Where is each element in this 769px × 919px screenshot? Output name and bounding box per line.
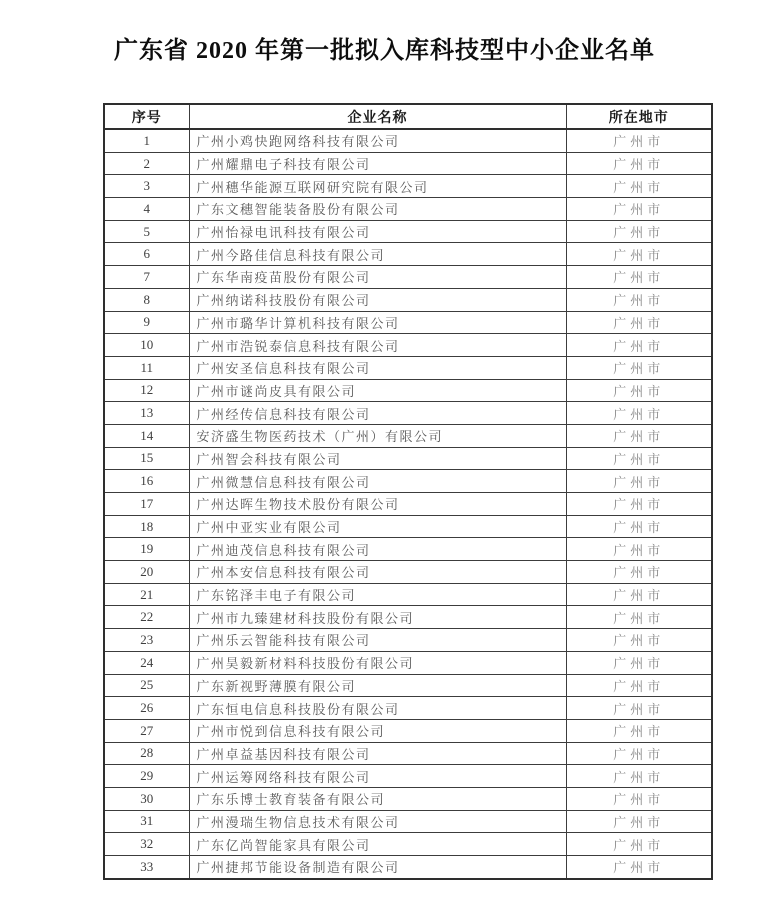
row-number: 3 (104, 175, 189, 198)
table-row (104, 742, 712, 765)
row-number: 16 (104, 470, 189, 493)
table-row (104, 424, 712, 447)
row-number: 32 (104, 833, 189, 856)
row-city: 广州市 (566, 198, 712, 221)
company-table (103, 103, 713, 880)
company-name: 广州迪茂信息科技有限公司 (189, 538, 566, 561)
company-name: 广州昊毅新材料科技股份有限公司 (189, 651, 566, 674)
row-number: 9 (104, 311, 189, 334)
company-name: 广州市浩锐泰信息科技有限公司 (189, 334, 566, 357)
row-number: 17 (104, 493, 189, 516)
company-name: 广州市璐华计算机科技有限公司 (189, 311, 566, 334)
row-number: 22 (104, 606, 189, 629)
company-name: 广州今路佳信息科技有限公司 (189, 243, 566, 266)
table-row (104, 515, 712, 538)
row-number: 29 (104, 765, 189, 788)
company-name: 广东乐博士教育装备有限公司 (189, 787, 566, 810)
row-number: 10 (104, 334, 189, 357)
company-name: 广东恒电信息科技股份有限公司 (189, 697, 566, 720)
company-name: 广州市悦到信息科技有限公司 (189, 719, 566, 742)
row-city: 广州市 (566, 651, 712, 674)
company-name: 广东新视野薄膜有限公司 (189, 674, 566, 697)
row-number: 1 (104, 129, 189, 152)
table-row (104, 402, 712, 425)
row-city: 广州市 (566, 583, 712, 606)
table-row (104, 447, 712, 470)
row-number: 5 (104, 220, 189, 243)
row-number: 23 (104, 629, 189, 652)
row-city: 广州市 (566, 787, 712, 810)
row-number: 20 (104, 561, 189, 584)
table-row (104, 856, 712, 879)
company-name: 广州微慧信息科技有限公司 (189, 470, 566, 493)
table-header-row (104, 104, 712, 129)
row-number: 15 (104, 447, 189, 470)
row-city: 广州市 (566, 856, 712, 879)
table-row (104, 833, 712, 856)
row-city: 广州市 (566, 674, 712, 697)
row-city: 广州市 (566, 175, 712, 198)
company-name: 广州经传信息科技有限公司 (189, 402, 566, 425)
row-city: 广州市 (566, 288, 712, 311)
row-city: 广州市 (566, 220, 712, 243)
table-row (104, 243, 712, 266)
row-city: 广州市 (566, 810, 712, 833)
company-name: 广州捷邦节能设备制造有限公司 (189, 856, 566, 879)
row-city: 广州市 (566, 493, 712, 516)
table-row (104, 198, 712, 221)
table-row (104, 674, 712, 697)
table-row (104, 583, 712, 606)
row-city: 广州市 (566, 697, 712, 720)
company-name: 广州达晖生物技术股份有限公司 (189, 493, 566, 516)
table-row (104, 493, 712, 516)
row-city: 广州市 (566, 243, 712, 266)
company-name: 广州耀鼎电子科技有限公司 (189, 152, 566, 175)
column-header-company-name: 企业名称 (189, 104, 566, 129)
row-city: 广州市 (566, 129, 712, 152)
company-name: 广州怡禄电讯科技有限公司 (189, 220, 566, 243)
page-title: 广东省 2020 年第一批拟入库科技型中小企业名单 (114, 38, 655, 64)
row-number: 33 (104, 856, 189, 879)
company-name: 广东文穗智能装备股份有限公司 (189, 198, 566, 221)
company-name: 广州市谜尚皮具有限公司 (189, 379, 566, 402)
row-number: 8 (104, 288, 189, 311)
column-header-number: 序号 (104, 104, 189, 129)
company-name: 广州安圣信息科技有限公司 (189, 356, 566, 379)
table-row (104, 288, 712, 311)
row-city: 广州市 (566, 311, 712, 334)
table-row (104, 129, 712, 152)
row-city: 广州市 (566, 266, 712, 289)
company-name: 安济盛生物医药技术（广州）有限公司 (189, 424, 566, 447)
company-name: 广东铭泽丰电子有限公司 (189, 583, 566, 606)
company-name: 广东亿尚智能家具有限公司 (189, 833, 566, 856)
row-city: 广州市 (566, 833, 712, 856)
table-row (104, 629, 712, 652)
table-row (104, 765, 712, 788)
table-row (104, 561, 712, 584)
table-row (104, 311, 712, 334)
row-city: 广州市 (566, 356, 712, 379)
company-name: 广州市九臻建材科技股份有限公司 (189, 606, 566, 629)
row-number: 4 (104, 198, 189, 221)
row-city: 广州市 (566, 629, 712, 652)
table-row (104, 356, 712, 379)
row-city: 广州市 (566, 742, 712, 765)
row-city: 广州市 (566, 379, 712, 402)
row-number: 25 (104, 674, 189, 697)
row-city: 广州市 (566, 470, 712, 493)
company-name: 广州漫瑞生物信息技术有限公司 (189, 810, 566, 833)
table-row (104, 651, 712, 674)
company-name: 广州乐云智能科技有限公司 (189, 629, 566, 652)
row-city: 广州市 (566, 334, 712, 357)
row-city: 广州市 (566, 719, 712, 742)
row-number: 31 (104, 810, 189, 833)
row-number: 19 (104, 538, 189, 561)
table-row (104, 538, 712, 561)
row-number: 30 (104, 787, 189, 810)
row-number: 27 (104, 719, 189, 742)
row-number: 12 (104, 379, 189, 402)
company-name: 广州智会科技有限公司 (189, 447, 566, 470)
table-row (104, 606, 712, 629)
table-row (104, 697, 712, 720)
row-number: 18 (104, 515, 189, 538)
table-row (104, 810, 712, 833)
row-city: 广州市 (566, 447, 712, 470)
company-name: 广州小鸡快跑网络科技有限公司 (189, 129, 566, 152)
row-number: 14 (104, 424, 189, 447)
row-number: 2 (104, 152, 189, 175)
row-city: 广州市 (566, 424, 712, 447)
row-city: 广州市 (566, 765, 712, 788)
row-city: 广州市 (566, 561, 712, 584)
row-number: 6 (104, 243, 189, 266)
table-row (104, 220, 712, 243)
table-row (104, 787, 712, 810)
row-city: 广州市 (566, 538, 712, 561)
table-row (104, 379, 712, 402)
table-row (104, 334, 712, 357)
table-row (104, 719, 712, 742)
company-name: 广州纳诺科技股份有限公司 (189, 288, 566, 311)
company-name: 广东华南疫苗股份有限公司 (189, 266, 566, 289)
table-row (104, 152, 712, 175)
row-number: 7 (104, 266, 189, 289)
row-number: 21 (104, 583, 189, 606)
company-name: 广州卓益基因科技有限公司 (189, 742, 566, 765)
row-city: 广州市 (566, 152, 712, 175)
row-city: 广州市 (566, 515, 712, 538)
company-name: 广州运筹网络科技有限公司 (189, 765, 566, 788)
row-number: 26 (104, 697, 189, 720)
row-number: 24 (104, 651, 189, 674)
row-city: 广州市 (566, 402, 712, 425)
row-number: 13 (104, 402, 189, 425)
table-row (104, 266, 712, 289)
table-row (104, 470, 712, 493)
row-number: 28 (104, 742, 189, 765)
company-name: 广州本安信息科技有限公司 (189, 561, 566, 584)
row-number: 11 (104, 356, 189, 379)
company-name: 广州中亚实业有限公司 (189, 515, 566, 538)
table-row (104, 175, 712, 198)
table-body (104, 129, 712, 879)
row-city: 广州市 (566, 606, 712, 629)
company-name: 广州穗华能源互联网研究院有限公司 (189, 175, 566, 198)
column-header-city: 所在地市 (566, 104, 712, 129)
